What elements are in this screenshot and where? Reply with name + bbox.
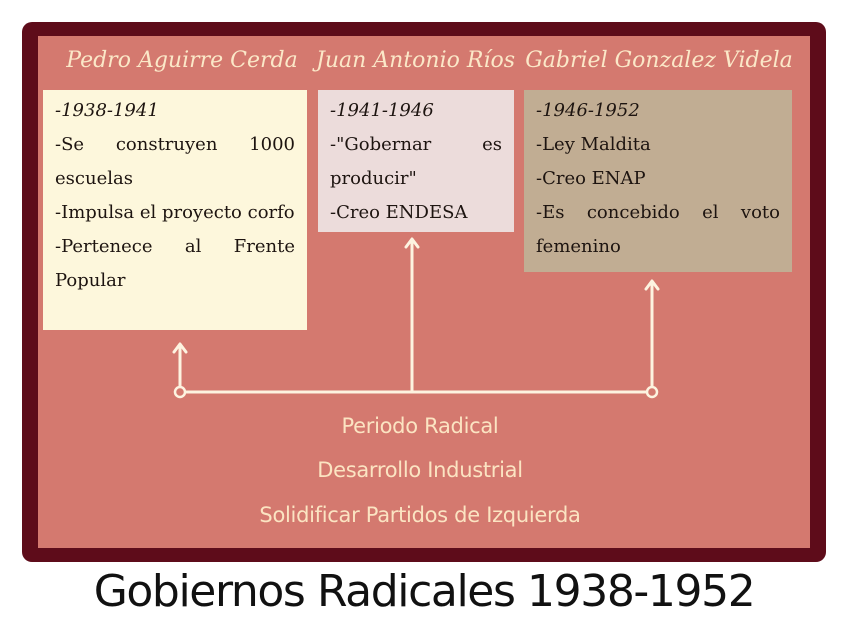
card-item: -Impulsa el proyecto corfo <box>55 202 295 223</box>
center-line-3: Solidificar Partidos de Izquierda <box>259 503 581 527</box>
center-line-2: Desarrollo Industrial <box>317 458 523 482</box>
endpoint-dot-left <box>175 387 185 397</box>
card-item: -Creo ENDESA <box>330 202 468 223</box>
center-line-1: Periodo Radical <box>341 414 499 438</box>
card-item: -Pertenece al Frente Popular <box>55 236 295 291</box>
card-item: -Ley Maldita <box>536 134 651 155</box>
card-period: -1938-1941 <box>55 100 159 121</box>
card-item: -"Gobernar es producir" <box>330 134 502 189</box>
card-item: -Creo ENAP <box>536 168 646 189</box>
endpoint-dot-right <box>647 387 657 397</box>
card-period: -1946-1952 <box>536 100 640 121</box>
card-period: -1941-1946 <box>330 100 434 121</box>
card-item: -Es concebido el voto femenino <box>536 202 780 257</box>
card-item: -Se construyen 1000 escuelas <box>55 134 295 189</box>
president-name-1: Pedro Aguirre Cerda <box>66 48 298 73</box>
president-name-2: Juan Antonio Ríos <box>316 48 515 73</box>
president-name-3: Gabriel Gonzalez Videla <box>525 48 793 73</box>
page-title: Gobiernos Radicales 1938-1952 <box>93 566 755 617</box>
